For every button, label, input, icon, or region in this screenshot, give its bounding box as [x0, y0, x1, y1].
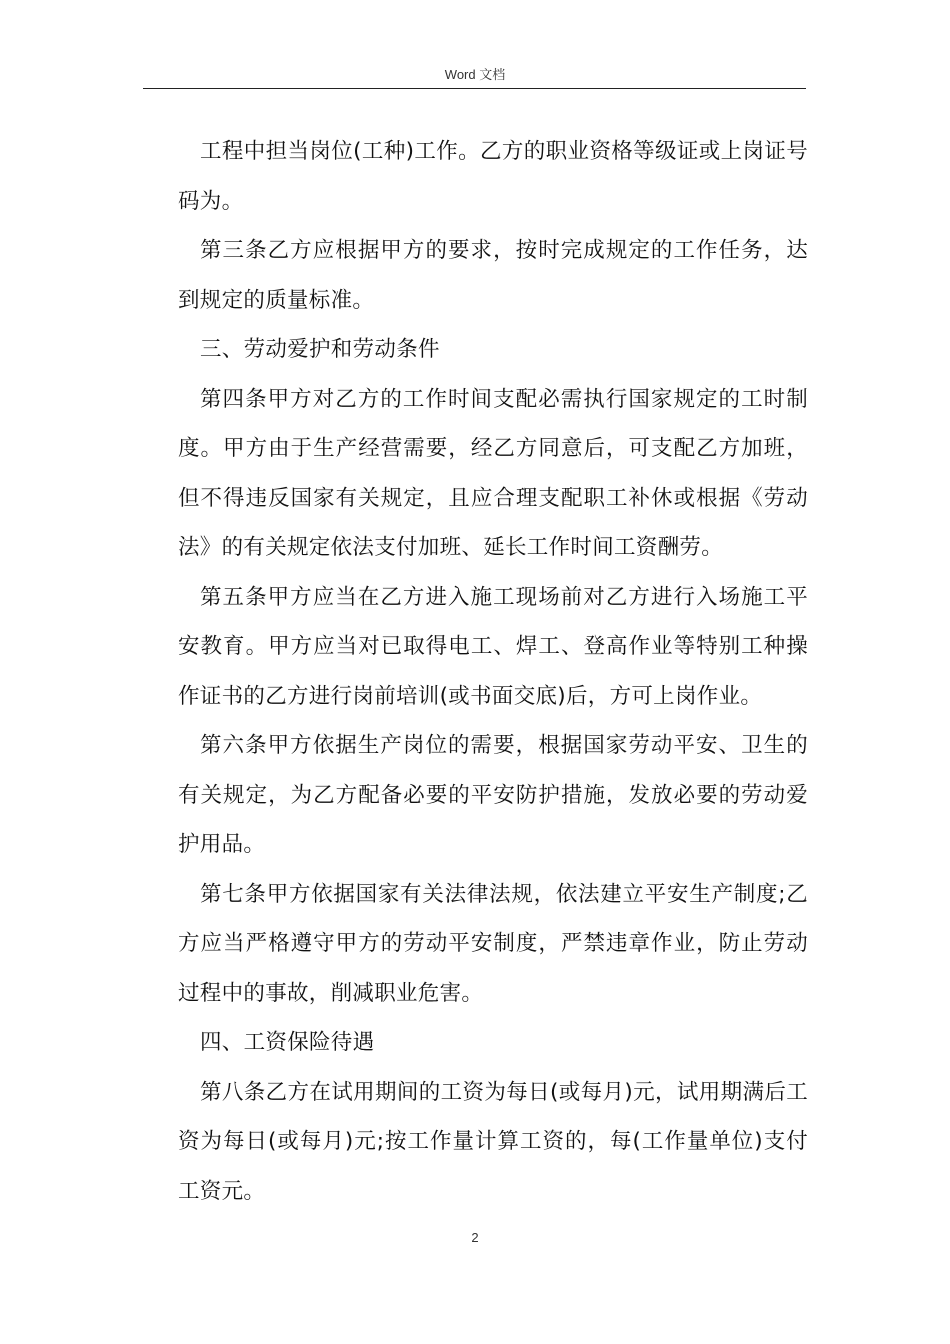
page-header: Word 文档 — [444, 67, 506, 82]
page-number: 2 — [471, 1230, 479, 1245]
paragraph-1: 工程中担当岗位(工种)工作。乙方的职业资格等级证或上岗证号码为。 — [178, 139, 808, 214]
paragraph-7: 第七条甲方依据国家有关法律法规，依法建立平安生产制度;乙方应当严格遵守甲方的劳动平安制度，严禁违章作业，防止劳动过程中的事故，削减职业危害。 — [178, 881, 808, 1006]
header-divider — [143, 88, 806, 89]
paragraph-4: 第四条甲方对乙方的工作时间支配必需执行国家规定的工时制度。甲方由于生产经营需要，经乙方同意后，可支配乙方加班，但不得违反国家有关规定，且应合理支配职工补休或根据《劳动法》的有关规定依法支付加班、延长工作时间工资酬劳。 — [178, 386, 808, 560]
paragraph-6: 第六条甲方依据生产岗位的需要，根据国家劳动平安、卫生的有关规定，为乙方配备必要的平安防护措施，发放必要的劳动爱护用品。 — [178, 733, 808, 857]
paragraph-5: 第五条甲方应当在乙方进入施工现场前对乙方进行入场施工平安教育。甲方应当对已取得电工、焊工、登高作业等特别工种操作证书的乙方进行岗前培训(或书面交底)后，方可上岗作业。 — [178, 584, 808, 709]
section-heading-4: 四、工资保险待遇 — [200, 1030, 375, 1055]
paragraph-2: 第三条乙方应根据甲方的要求，按时完成规定的工作任务，达到规定的质量标准。 — [178, 238, 808, 313]
document-body — [178, 127, 808, 1216]
paragraph-8: 第八条乙方在试用期间的工资为每日(或每月)元，试用期满后工资为每日(或每月)元;按工作量计算工资的，每(工作量单位)支付工资元。 — [178, 1079, 808, 1204]
section-heading-3: 三、劳动爱护和劳动条件 — [200, 337, 440, 362]
